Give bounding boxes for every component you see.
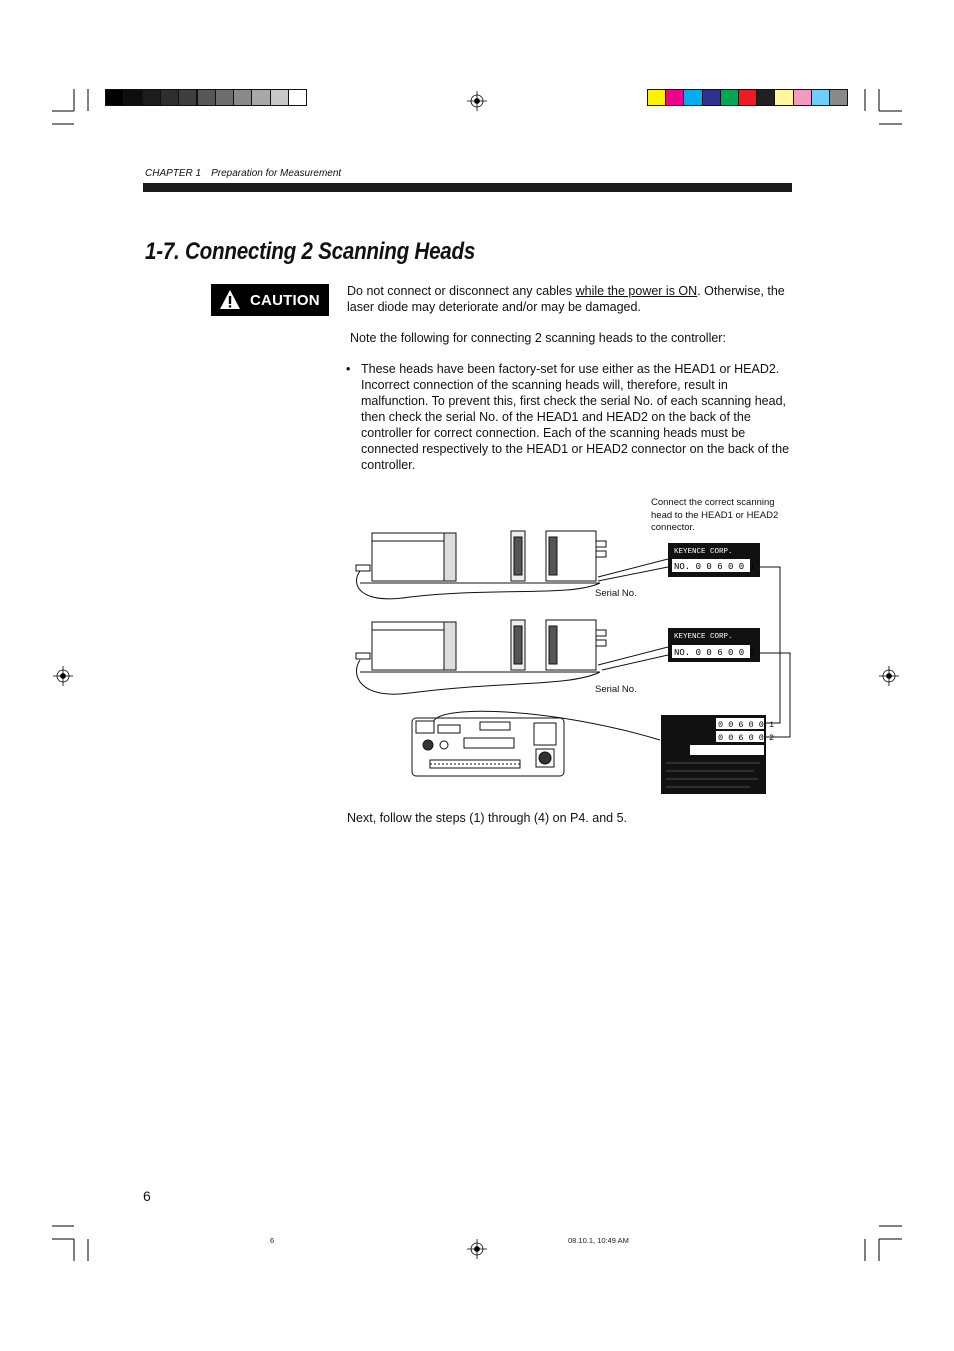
controller-head1-number: 0 0 6 0 0 1 xyxy=(718,720,775,730)
controller-unit xyxy=(412,711,660,776)
chapter-title: Preparation for Measurement xyxy=(211,168,342,179)
intro-paragraph: Note the following for connecting 2 scanning heads to the controller: xyxy=(350,331,726,345)
next-steps: Next, follow the steps (1) through (4) on P4. and 5. xyxy=(347,811,628,825)
warning-triangle-icon xyxy=(219,289,241,311)
caution-text-after: . Otherwise, the laser diode may deteriorate and/or may be damaged. xyxy=(347,284,785,314)
bullet-text: These heads have been factory-set for use either as the HEAD1 or HEAD2. Incorrect connection of the scanning heads will, therefore, result in malfunction. To prevent this, first check the serial No. of each scanning head, then check the serial No. of the HEAD1 and HEAD2 on the back of the controller for correct connection. Each of the scanning heads must be connected respectively to the HEAD1 or HEAD2 connector on the back of the controller. xyxy=(361,362,790,472)
serial-plate-2 xyxy=(668,628,760,662)
list-item xyxy=(346,361,792,473)
bullet-dot: • xyxy=(346,362,351,376)
page-number: 6 xyxy=(143,1188,151,1204)
serial-label-2: Serial No. xyxy=(595,684,637,695)
running-header xyxy=(145,168,351,179)
plate-1-brand: KEYENCE CORP. xyxy=(674,548,733,556)
serial-label-1: Serial No. xyxy=(595,588,637,599)
serial-plate-1 xyxy=(668,543,760,577)
scanning-head-2 xyxy=(356,620,606,694)
scanning-head-1 xyxy=(356,531,606,599)
caution-text-underlined: while the power is ON xyxy=(575,284,698,298)
caution-text xyxy=(347,283,792,315)
footer-left: 6 xyxy=(270,1236,275,1245)
controller-head2-number: 0 0 6 0 0 2 xyxy=(718,733,775,743)
section-title: 1-7. Connecting 2 Scanning Heads xyxy=(145,238,476,265)
chapter-label: CHAPTER 1 xyxy=(145,168,202,179)
plate-1-number: NO. 0 0 6 0 0 1 xyxy=(674,562,756,572)
connection-diagram xyxy=(350,525,800,800)
figure-callout: Connect the correct scanning head to the HEAD1 or HEAD2 connector. xyxy=(651,497,779,533)
plate-2-number: NO. 0 0 6 0 0 2 xyxy=(674,648,756,658)
plate-2-brand: KEYENCE CORP. xyxy=(674,633,733,641)
caution-label: CAUTION xyxy=(250,291,320,309)
footer-right: 08.10.1, 10:49 AM xyxy=(568,1236,629,1245)
header-rule xyxy=(143,183,792,192)
controller-serial-plate xyxy=(661,715,774,794)
caution-badge xyxy=(211,284,329,316)
caution-text-before: Do not connect or disconnect any cables xyxy=(347,284,576,298)
